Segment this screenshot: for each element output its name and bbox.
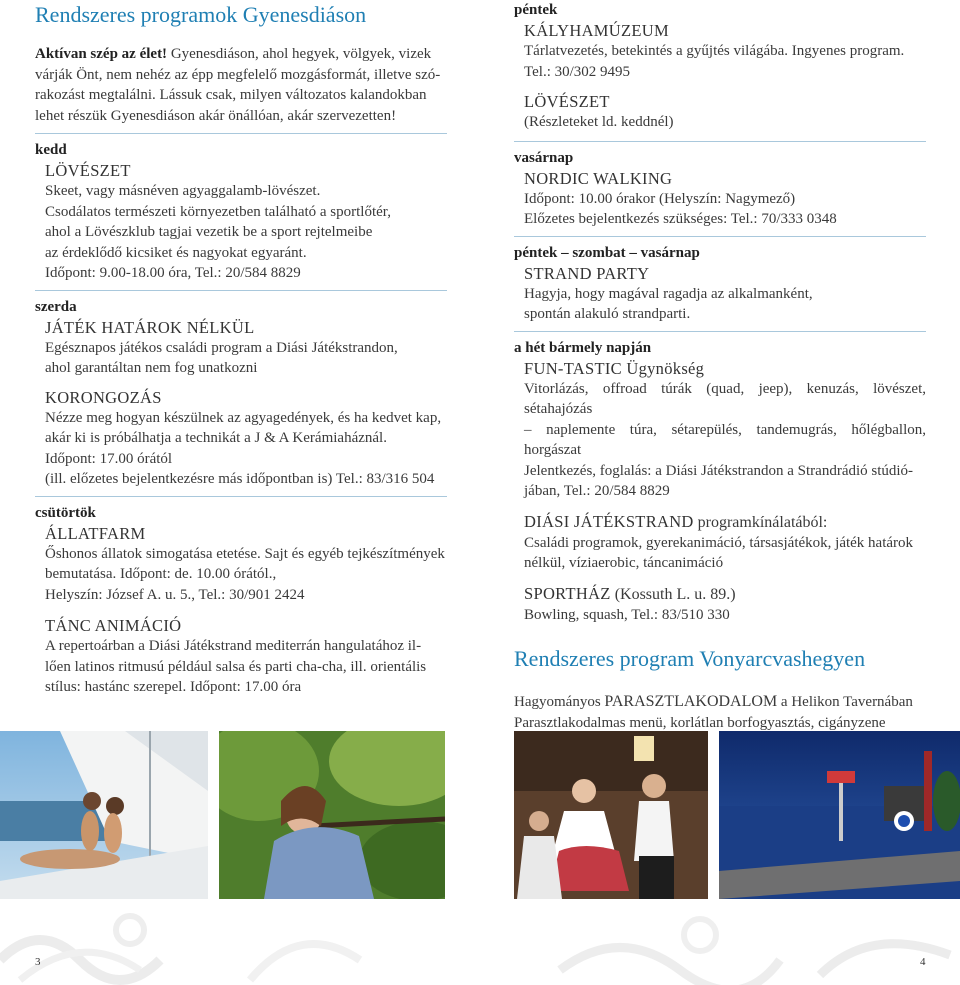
event-line: jában, Tel.: 20/584 8829 [524, 483, 670, 499]
vonyarc-line: Parasztlakodalmas menü, korlátlan borfogyasztás, cigányzene [514, 714, 886, 731]
divider [35, 290, 447, 291]
page-heading-gyenesdias: Rendszeres programok Gyenesdiáson [35, 2, 367, 27]
event-title: FUN-TASTIC Ügynökség [524, 358, 705, 378]
divider [514, 236, 926, 237]
event-line: A repertoárban a Diási Játékstrand mediterrán hangulatához il- [45, 638, 422, 654]
event-title: KORONGOZÁS [45, 387, 162, 407]
event-line: (ill. előzetes bejelentkezésre más időpontban is) Tel.: 83/316 504 [45, 471, 435, 487]
event-line: Vitorlázás, offroad túrák (quad, jeep), kenuzás, lövészet, sétahajózás [524, 380, 926, 417]
day-label: kedd [35, 142, 67, 158]
event-line: Jelentkezés, foglalás: a Diási Játékstrandon a Strandrádió stúdió- [524, 462, 914, 479]
page-heading-vonyarcvashegy: Rendszeres program Vonyarcvashegyen [514, 646, 866, 671]
section-kedd [35, 140, 447, 284]
intro-line-1: Gyenesdiáson, ahol hegyek, völgyek, vizek [167, 46, 432, 62]
intro-line-4: lehet részük Gyenesdiáson akár önállóan, akár szervezetten! [35, 107, 397, 124]
event-title: STRAND PARTY [524, 263, 650, 283]
event-line: Bowling, squash, Tel.: 83/510 330 [524, 606, 730, 623]
event-line: az érdeklődő kicsiket és nagyokat egyaránt. [45, 244, 307, 261]
intro-line-3: rakozást megtalálni. Lássuk csak, milyen változatos kalandokban [35, 87, 427, 103]
event-line: akár ki is próbálhatja a technikát a J & A Kerámiaháznál. [45, 430, 387, 446]
section-csutortok [35, 503, 447, 698]
event-line: Családi programok, gyerekanimáció, társasjátékok, játék határok [524, 534, 914, 551]
intro-bold: Aktívan szép az élet! [35, 46, 168, 62]
event-line: Skeet, vagy másnéven agyaggalamb-lövészet. [45, 183, 321, 199]
event-line: ahol garantáltan nem fog unatkozni [45, 360, 258, 376]
left-column [35, 0, 447, 698]
event-line: nélkül, víziaerobic, táncanimáció [524, 555, 724, 571]
divider [35, 133, 447, 134]
section-pentek [514, 0, 926, 133]
page-number-right: 4 [920, 956, 926, 968]
event-line: spontán alakuló strandparti. [524, 306, 691, 322]
section-barmely-nap [514, 338, 926, 626]
section-vasarnap [514, 148, 926, 230]
right-column [514, 0, 926, 754]
event-title: NORDIC WALKING [524, 168, 673, 188]
day-label: csütörtök [35, 504, 96, 521]
event-line: stílus: hastánc szerepel. Időpont: 17.00 óra [45, 679, 302, 695]
event-title: LÖVÉSZET [524, 92, 610, 111]
event-line: Tel.: 30/302 9495 [524, 63, 631, 80]
day-label: vasárnap [514, 149, 574, 166]
day-label: a hét bármely napján [514, 339, 652, 356]
event-line: Tárlatvezetés, betekintés a gyűjtés világába. Ingyenes program. [524, 43, 905, 59]
shooting-photo [219, 731, 445, 899]
intro-line-2: várják Önt, nem nehéz az épp megfelelő mozgásformát, illetve szó- [35, 66, 441, 83]
lake-pier-night-photo [719, 731, 960, 899]
event-line: – naplemente túra, sétarepülés, tandemugrás, hőlégballon, horgászat [524, 421, 926, 458]
event-title: ÁLLATFARM [45, 523, 146, 543]
event-line: Egésznapos játékos családi program a Diási Játékstrandon, [45, 339, 398, 356]
day-label: péntek [514, 2, 558, 18]
day-label: péntek – szombat – vasárnap [514, 244, 700, 261]
event-line: Őshonos állatok simogatása etetése. Sajt és egyéb tejkészítmények [45, 545, 445, 562]
event-title: KÁLYHAMÚZEUM [524, 21, 669, 40]
intro-paragraph [35, 44, 447, 126]
section-szerda [35, 297, 447, 490]
event-line: Előzetes bejelentkezés szükséges: Tel.: 70/333 0348 [524, 211, 837, 227]
event-line: Időpont: 10.00 órakor (Helyszín: Nagymező) [524, 190, 796, 207]
vonyarc-paragraph: Hagyományos PARASZTLAKODALOM a Helikon Tavernában Parasztlakodalmas menü, korlátlan borfogyasztás, cigányzene [514, 692, 926, 754]
event-line: Helyszín: József A. u. 5., Tel.: 30/901 2424 [45, 586, 305, 603]
event-title-jatekstrand: DIÁSI JÁTÉKSTRAND programkínálatából: [524, 511, 828, 531]
page-number-left: 3 [35, 956, 41, 968]
sailing-photo [0, 731, 208, 899]
event-line: lően latinos ritmusú például salsa és parti cha-cha, ill. orientális [45, 658, 427, 675]
event-line: Csodálatos természeti környezetben található a sportlőtér, [45, 203, 391, 220]
event-line: Nézze meg hogyan készülnek az agyagedények, és ha kedvet kap, [45, 409, 442, 426]
day-label: szerda [35, 298, 77, 315]
event-title-sporthaz: SPORTHÁZ (Kossuth L. u. 89.) [524, 583, 736, 603]
event-line: (Részleteket ld. keddnél) [524, 114, 674, 130]
event-line: Hagyja, hogy magával ragadja az alkalmanként, [524, 285, 813, 302]
event-title: TÁNC ANIMÁCIÓ [45, 616, 182, 635]
event-line: ahol a Lövészklub tagjai vezetik be a sport rejtelmeibe [45, 224, 373, 240]
divider [514, 141, 926, 142]
event-line: bemutatása. Időpont: de. 10.00 órától., [45, 566, 277, 582]
divider [514, 331, 926, 332]
divider [35, 496, 447, 497]
event-title: JÁTÉK HATÁROK NÉLKÜL [45, 317, 255, 337]
section-hetvege [514, 243, 926, 325]
event-title: LÖVÉSZET [45, 161, 131, 180]
event-line: Időpont: 9.00-18.00 óra, Tel.: 20/584 8829 [45, 265, 301, 281]
event-line: Időpont: 17.00 órától [45, 450, 173, 467]
decorative-swirl-background [0, 900, 960, 985]
folk-dance-photo [514, 731, 708, 899]
